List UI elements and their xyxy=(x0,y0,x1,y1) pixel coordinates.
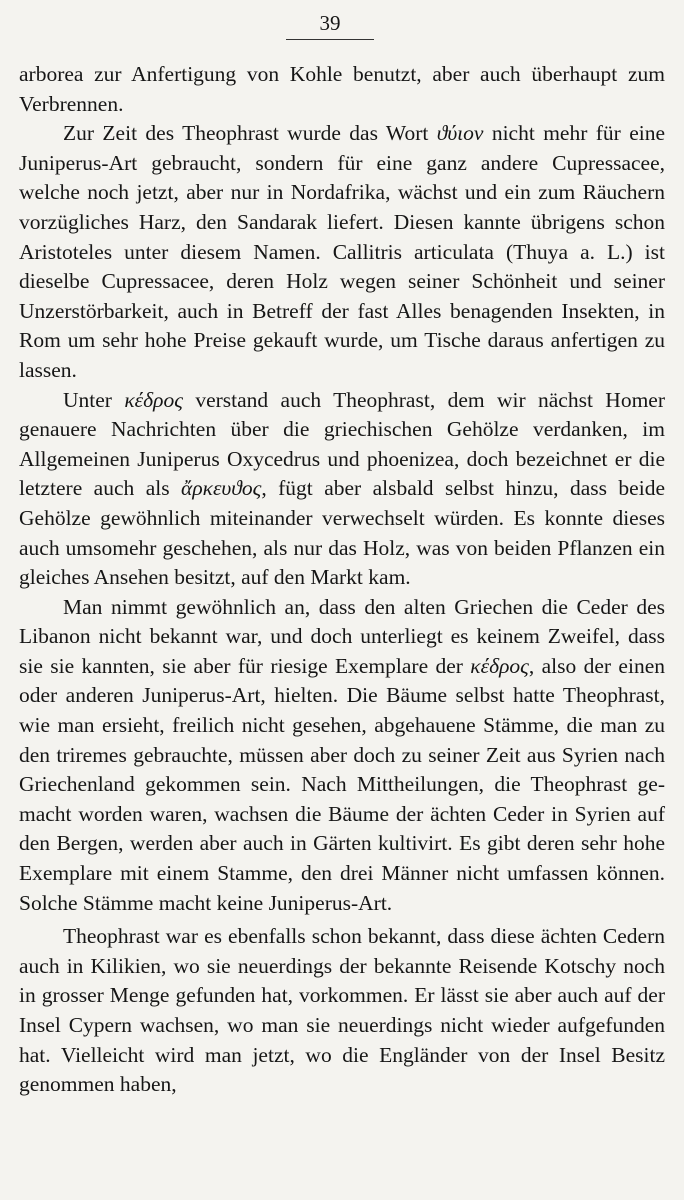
paragraph xyxy=(19,119,665,385)
header-rule xyxy=(286,39,374,40)
greek-term: κέδρος xyxy=(470,653,529,678)
paragraph xyxy=(19,386,665,593)
paragraph xyxy=(19,922,665,1100)
text-run: nicht mehr für eine Juniperus-Art gebraucht, sondern für eine ganz andere Cupressacee, welche noch jetzt, aber nur in Nordafrika, wächst und ein zum Räuchern vorzügliches Harz, den Sandarak liefert. Diesen kannte übrigens schon Aristoteles unter diesem Namen. Callitris articulata (Thuya a. L.) ist dieselbe Cupressacee, deren Holz wegen seiner Schönheit und seiner Unzerstörbarkeit, auch in Betreff der fast Alles benagenden Insekten, in Rom um sehr hohe Preise gekauft wurde, um Tische daraus anfertigen zu lassen. xyxy=(19,121,666,382)
greek-term: κέδρος xyxy=(124,387,183,412)
paragraph xyxy=(19,593,665,919)
text-run: Man nimmt gewöhnlich an, dass den alten Griechen die Ceder des Libanon nicht bekannt war, und doch unterliegt es keinem Zweifel, dass sie sie kannten, sie aber für riesige Exemplare der xyxy=(19,594,665,678)
text-run: arborea zur Anfertigung von Kohle benutzt, aber auch überhaupt zum Verbrennen. xyxy=(19,62,665,116)
text-run: Unter xyxy=(63,387,125,412)
greek-term: ἄρκευϑος xyxy=(181,476,262,501)
text-run: Zur Zeit des Theophrast wurde das Wort xyxy=(63,121,437,146)
greek-term: ϑύιον xyxy=(436,121,484,146)
text-run: verstand auch Theophrast, dem wir nächst Homer genauere Nachrichten über die griechischen Gehölze verdanken, im Allgemeinen Juniperus Oxycedrus und phoenizea, doch bezeichnet er die letztere auch als xyxy=(19,387,666,501)
paragraph xyxy=(19,60,665,119)
text-run: Theophrast war es ebenfalls schon bekannt, dass diese ächten Cedern auch in Kilikien, wo sie neuerdings der bekannte Reisende Kotschy noch in grosser Menge gefunden hat, vorkommen. Er lässt sie aber auch auf der Insel Cypern wachsen, wo man sie neuerdings nicht wieder aufgefunden hat. Vielleicht wird man jetzt, wo die Engländer von der Insel Besitz genommen haben, xyxy=(19,924,665,1097)
page-number: 39 xyxy=(319,11,341,35)
body-text xyxy=(19,60,665,1100)
text-run: , also der einen oder anderen Juniperus-Art, hielten. Die Bäume selbst hatte Theophrast, wie man ersieht, freilich nicht gesehen, abgehauene Stämme, die man zu den triremes gebrauchte, müssen aber doch zu seiner Zeit aus Syrien nach Griechenland gekommen sein. Nach Mittheilungen, die Theophrast gemacht worden waren, wachsen die Bäume der ächten Ceder in Syrien auf den Bergen, werden aber auch in Gärten kultivirt. Es gibt deren sehr hohe Exemplare mit einem Stamme, den drei Männer nicht umfassen können. Solche Stämme macht keine Juniperus-Art. xyxy=(19,653,665,915)
text-run: , fügt aber alsbald selbst hinzu, dass beide Gehölze gewöhnlich miteinander verwechselt würden. Es konnte dieses auch umsomehr geschehen, als nur das Holz, was von beiden Pflanzen ein gleiches Ansehen besitzt, auf den Markt kam. xyxy=(19,476,665,590)
